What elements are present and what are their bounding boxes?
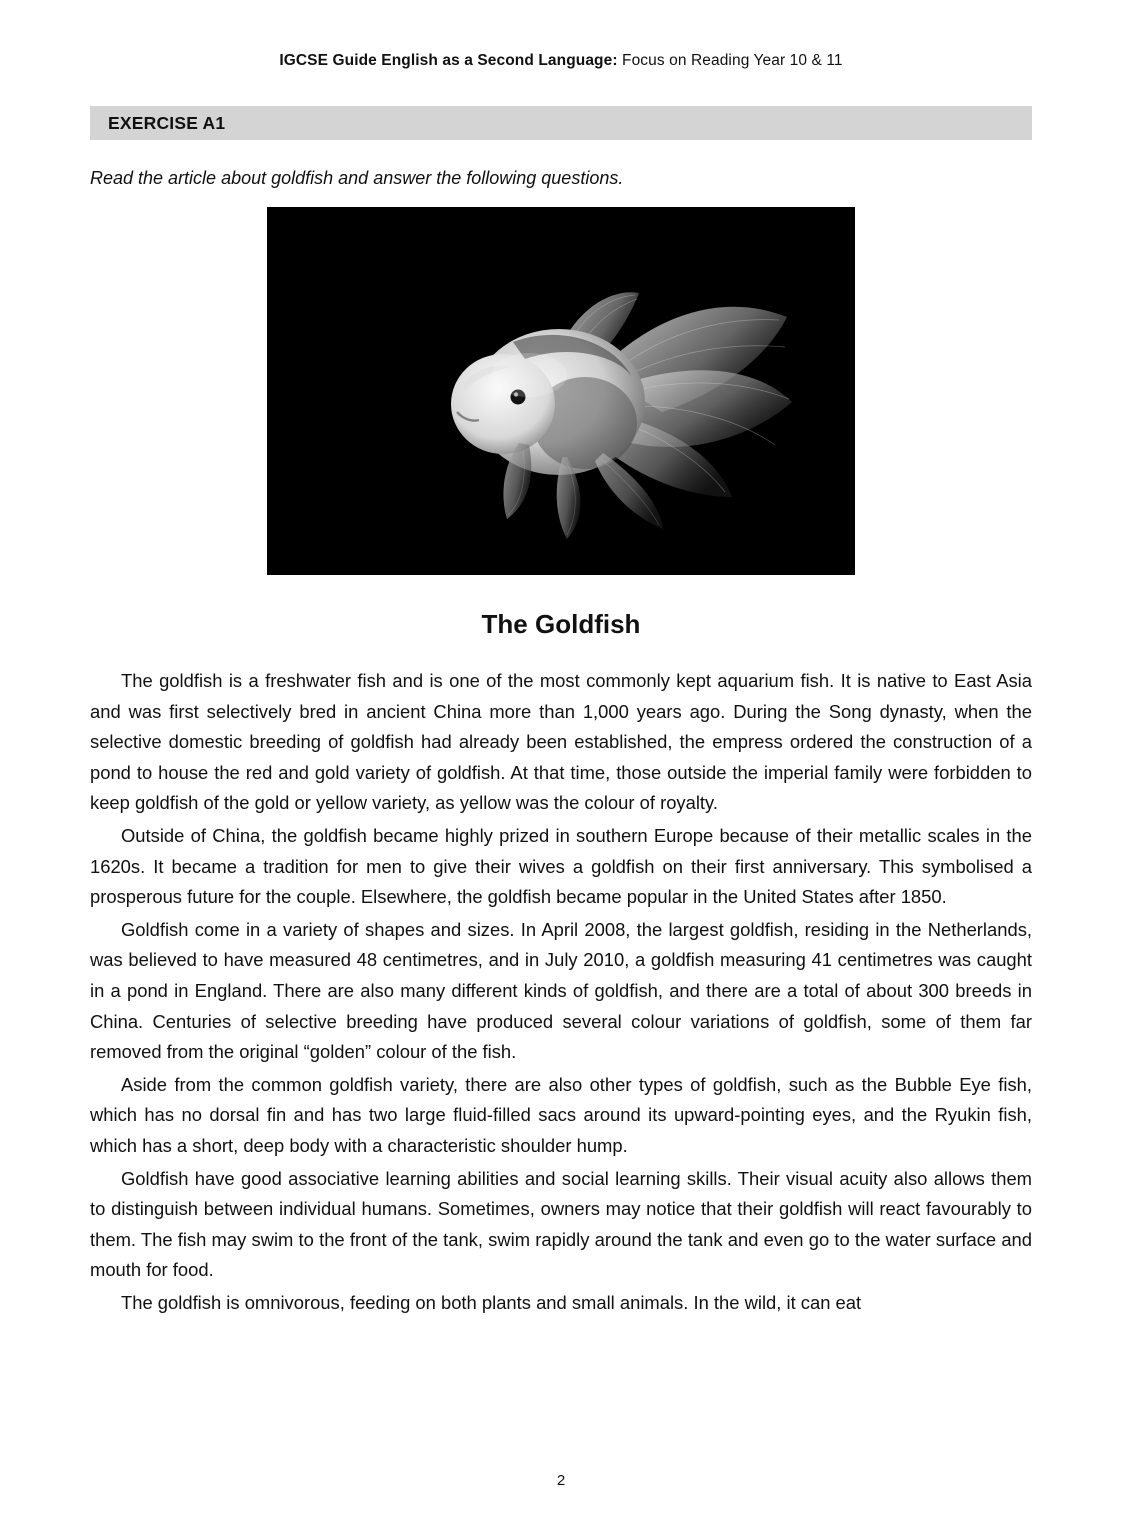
article-body [90, 666, 1032, 1318]
running-header-rest: Focus on Reading Year 10 & 11 [617, 52, 843, 69]
article-paragraph: Goldfish come in a variety of shapes and sizes. In April 2008, the largest goldfish, residing in the Netherlands, was believed to have measured 48 centimetres, and in July 2010, a goldfish measuring 41 centimetres was caught in a pond in England. There are also many different kinds of goldfish, and there are a total of about 300 breeds in China. Centuries of selective breeding have produced several colour variations of goldfish, some of them far removed from the original “golden” colour of the fish. [90, 918, 1032, 1063]
exercise-label: EXERCISE A1 [108, 112, 226, 133]
running-header [90, 0, 1032, 70]
article-paragraph: Aside from the common goldfish variety, there are also other types of goldfish, such as the Bubble Eye fish, which has no dorsal fin and has two large fluid-filled sacs around its upward-pointing eyes, and the Ryukin fish, which has a short, deep body with a characteristic shoulder hump. [90, 1073, 1032, 1156]
goldfish-image [267, 207, 855, 575]
article-paragraph: The goldfish is omnivorous, feeding on both plants and small animals. In the wild, it can eat [121, 1291, 862, 1313]
article-paragraph: The goldfish is a freshwater fish and is one of the most commonly kept aquarium fish. It is native to East Asia and was first selectively bred in ancient China more than 1,000 years ago. During the Song dynasty, when the selective domestic breeding of goldfish had already been established, the empress ordered the construction of a pond to house the red and gold variety of goldfish. At that time, those outside the imperial family were forbidden to keep goldfish of the gold or yellow variety, as yellow was the colour of royalty. [90, 670, 1032, 814]
goldfish-figure [267, 207, 855, 575]
article-paragraph: Outside of China, the goldfish became highly prized in southern Europe because of their metallic scales in the 1620s. It became a tradition for men to give their wives a goldfish on their first anniversary. This symbolised a prosperous future for the couple. Elsewhere, the goldfish became popular in the United States after 1850. [90, 824, 1032, 908]
exercise-heading-bar [90, 106, 1032, 140]
page-number: 2 [556, 1472, 566, 1489]
article-title: The Goldfish [481, 609, 641, 639]
article-paragraph: Goldfish have good associative learning abilities and social learning skills. Their visual acuity also allows them to distinguish between individual humans. Sometimes, owners may notice that their goldfish will react favourably to them. The fish may swim to the front of the tank, swim rapidly around the tank and even go to the water surface and mouth for food. [90, 1167, 1032, 1281]
instruction-text: Read the article about goldfish and answer the following questions. [90, 168, 624, 188]
running-header-bold: IGCSE Guide English as a Second Language: [279, 52, 618, 69]
